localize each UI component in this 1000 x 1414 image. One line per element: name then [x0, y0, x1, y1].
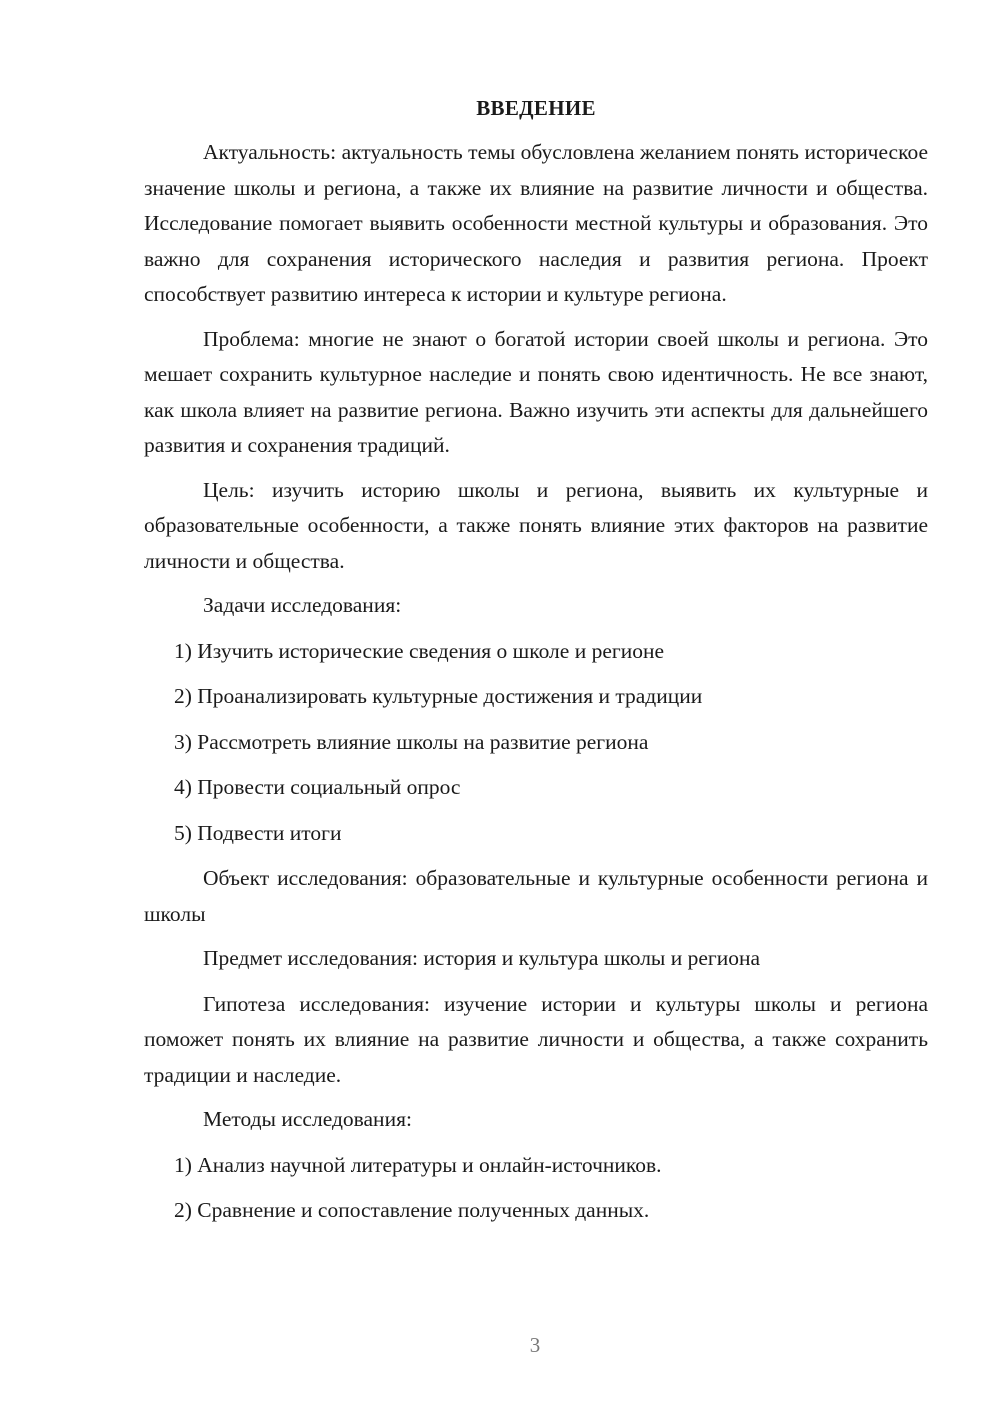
relevance-paragraph: Актуальность: актуальность темы обусловлена желанием понять историческое значение школы и региона, а также их влияние на развитие личности и общества. Исследование помогает выявить особенности местной культуры и образования. Это важно для сохранения исторического наследия и развития региона. Проект способствует развитию интереса к истории и культуре региона.: [144, 140, 928, 306]
problem-paragraph: Проблема: многие не знают о богатой истории своей школы и региона. Это мешает сохранить культурное наследие и понять свою идентичность. Не все знают, как школа влияет на развитие региона. Важно изучить эти аспекты для дальнейшего развития и сохранения традиций.: [144, 326, 928, 457]
object-paragraph: Объект исследования: образовательные и культурные особенности региона и школы: [144, 866, 928, 926]
goal-paragraph: Цель: изучить историю школы и региона, выявить их культурные и образовательные особенности, а также понять влияние этих факторов на развитие личности и общества.: [144, 477, 928, 573]
task-item: 1) Изучить исторические сведения о школе и регионе: [174, 638, 664, 663]
method-item: 2) Сравнение и сопоставление полученных данных.: [174, 1198, 650, 1222]
document-page: [144, 93, 928, 1239]
section-title: ВВЕДЕНИЕ: [476, 96, 596, 120]
page-number: 3: [529, 1333, 541, 1357]
task-item: 5) Подвести итоги: [174, 820, 342, 845]
subject-paragraph: Предмет исследования: история и культура школы и региона: [203, 946, 761, 970]
method-item: 1) Анализ научной литературы и онлайн-источников.: [174, 1152, 662, 1177]
task-item: 3) Рассмотреть влияние школы на развитие региона: [174, 729, 649, 754]
hypothesis-paragraph: Гипотеза исследования: изучение истории и культуры школы и региона поможет понять их влияние на развитие личности и общества, а также сохранить традиции и наследие.: [144, 991, 928, 1087]
methods-heading: Методы исследования:: [203, 1107, 412, 1131]
task-item: 2) Проанализировать культурные достижения и традиции: [174, 684, 703, 708]
task-item: 4) Провести социальный опрос: [174, 775, 461, 799]
tasks-heading: Задачи исследования:: [203, 593, 402, 617]
